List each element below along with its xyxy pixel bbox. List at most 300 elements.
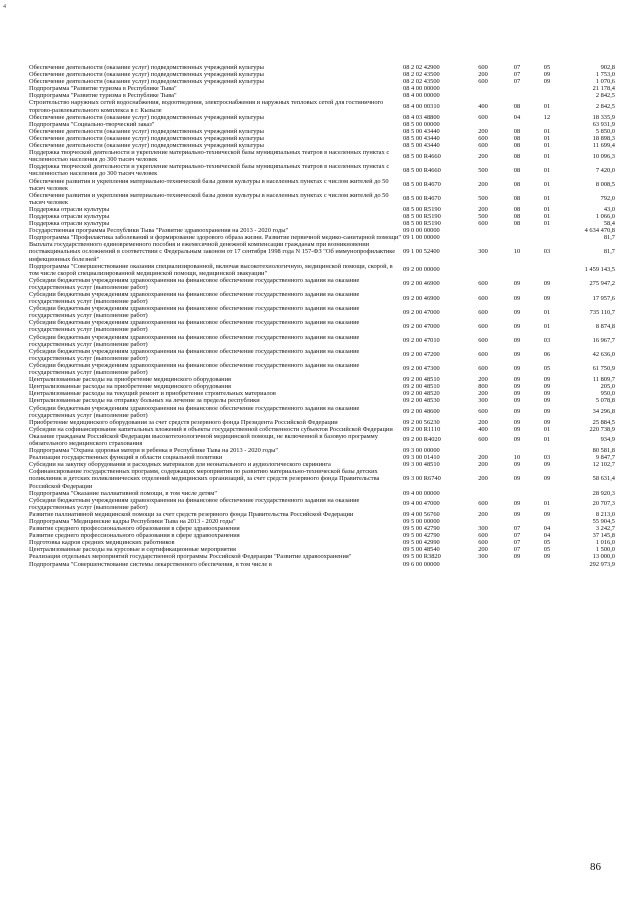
row-amount: 58,4: [603, 220, 615, 228]
row-expense-type: 600: [478, 351, 488, 359]
row-name: Обеспечение развития и укрепления материально-технической базы домов культуры в населенных пунктах с числом жителей до 50 тысяч человек: [29, 191, 389, 206]
row-subsection: 01: [543, 308, 551, 316]
row-amount: 275 947,2: [589, 280, 615, 288]
row-amount: 1 070,6: [595, 78, 615, 86]
row-name: Централизованные расходы на курсовые и сертификационные мероприятия: [29, 546, 236, 554]
row-expense-type: 500: [478, 195, 488, 203]
row-subsection: 01: [543, 212, 551, 220]
row-name: Поддержка творческой деятельности и укрепление материально-технической базы муниципальных театров в населенных пунктах с численностью населения до 300 тысяч человек: [29, 149, 390, 164]
row-code: 09 3 00 00000: [403, 447, 440, 455]
row-name: Субсидии бюджетным учреждениям здравоохранения на финансовое обеспечение государственного задания на оказание государственных услуг (выполнение работ): [29, 404, 360, 419]
table-row: [29, 291, 615, 305]
row-amount: 12 102,7: [592, 461, 615, 469]
table-row: [29, 135, 615, 142]
table-row: [29, 376, 615, 383]
row-amount: 34 296,8: [592, 408, 615, 416]
row-code: 09 2 00 48530: [403, 397, 440, 405]
row-expense-type: 600: [478, 280, 488, 288]
row-name: Обеспечение деятельности (оказание услуг) подведомственных учреждений культуры: [29, 113, 264, 121]
row-expense-type: 300: [478, 553, 488, 561]
row-expense-type: 200: [478, 390, 488, 398]
row-name: Централизованные расходы на приобретение медицинского оборудования: [29, 383, 231, 391]
row-amount: 16 967,7: [592, 337, 615, 345]
row-expense-type: 200: [478, 205, 488, 213]
row-section: [501, 121, 533, 128]
row-code: 09 6 00 00000: [403, 560, 440, 568]
row-name: Субсидии бюджетным учреждениям здравоохранения на финансовое обеспечение государственного задания на оказание государственных услуг (выполнение работ): [29, 333, 360, 348]
row-subsection: 04: [543, 525, 551, 533]
row-expense-type: 200: [478, 454, 488, 462]
row-subsection: 05: [543, 64, 551, 71]
row-section: 04: [513, 113, 521, 121]
row-amount: 80 581,8: [592, 447, 615, 455]
page-number: 86: [590, 861, 601, 873]
row-section: 08: [513, 134, 521, 142]
row-amount: 63 931,9: [592, 120, 615, 128]
row-expense-type: 200: [478, 461, 488, 469]
row-subsection: 09: [543, 397, 551, 405]
row-subsection: 04: [543, 532, 551, 540]
row-code: 08 5 00 R4670: [403, 195, 441, 203]
row-code: 09 2 00 47010: [403, 337, 440, 345]
row-section: 07: [513, 78, 521, 86]
row-amount: 20 707,3: [592, 500, 615, 508]
row-amount: 81,7: [603, 234, 615, 242]
row-section: [501, 263, 533, 277]
row-section: 08: [513, 195, 521, 203]
row-code: 09 0 00 00000: [403, 227, 440, 235]
row-section: 09: [513, 510, 521, 518]
row-section: 09: [513, 337, 521, 345]
row-expense-type: 600: [478, 539, 488, 547]
row-amount: 25 884,5: [592, 418, 615, 426]
table-row: [29, 319, 615, 333]
row-expense-type: [465, 447, 501, 454]
row-expense-type: 200: [478, 546, 488, 554]
row-expense-type: 200: [478, 418, 488, 426]
row-expense-type: [465, 121, 501, 128]
row-name: Обеспечение деятельности (оказание услуг) подведомственных учреждений культуры: [29, 134, 264, 142]
row-expense-type: 200: [478, 71, 488, 79]
table-row: [29, 71, 615, 78]
table-row: [29, 220, 615, 227]
row-amount: 55 904,5: [592, 518, 615, 525]
row-amount: 2 842,5: [595, 92, 615, 100]
row-expense-type: 200: [478, 181, 488, 189]
row-name: Обеспечение деятельности (оказание услуг) подведомственных учреждений культуры: [29, 78, 264, 86]
row-name: Подпрограмма "Охрана здоровья матери и ребенка в Республике Тыва на 2013 - 2020 годы": [29, 447, 279, 455]
row-name: Централизованные расходы на приобретение медицинского оборудования: [29, 376, 231, 384]
row-subsection: 01: [543, 425, 551, 433]
row-code: 08 5 00 R4660: [403, 152, 441, 160]
row-subsection: 05: [543, 365, 551, 373]
row-subsection: 09: [543, 408, 551, 416]
row-section: [501, 490, 533, 497]
row-expense-type: 600: [478, 113, 488, 121]
row-subsection: [533, 447, 561, 454]
table-row: [29, 405, 615, 419]
table-row: [29, 241, 615, 262]
row-expense-type: 400: [478, 103, 488, 111]
table-row: [29, 525, 615, 532]
row-expense-type: [465, 85, 501, 92]
row-name: Подпрограмма "Совершенствование оказания специализированной, включая высокотехнологичную, медицинской помощи, скорой, в том числе скорой специализированной медицинской помощи, медицинской эвакуации": [29, 262, 393, 277]
row-name: Подпрограмма "Социально-творческий заказ": [29, 120, 155, 128]
row-code: 08 4 03 48800: [403, 113, 440, 121]
row-amount: 43,0: [603, 205, 615, 213]
row-amount: 1 016,0: [595, 539, 615, 547]
row-code: 09 3 00 R6740: [403, 475, 441, 483]
row-code: 09 5 00 48540: [403, 546, 440, 554]
row-code: 09 2 00 56230: [403, 418, 440, 426]
row-name: Поддержка отрасли культуры: [29, 212, 110, 220]
row-name: Поддержка творческой деятельности и укрепление материально-технической базы муниципальных театров в населенных пунктах с численностью населения до 300 тысяч человек: [29, 163, 390, 178]
row-amount: 5 078,8: [595, 397, 615, 405]
row-subsection: [533, 92, 561, 99]
row-name: Поддержка отрасли культуры: [29, 205, 110, 213]
table-row: [29, 78, 615, 85]
row-code: 08 5 00 R5190: [403, 212, 441, 220]
row-expense-type: [465, 234, 501, 241]
row-subsection: [533, 263, 561, 277]
row-name: Подпрограмма "Совершенствование системы лекарственного обеспечения, в том числе в: [29, 560, 272, 568]
row-code: 09 2 00 R1110: [403, 425, 441, 433]
row-code: 09 2 00 47000: [403, 308, 440, 316]
row-code: 08 5 00 R5190: [403, 220, 441, 228]
row-code: 09 2 00 48510: [403, 383, 440, 391]
row-code: 09 1 00 52400: [403, 248, 440, 256]
table-row: [29, 518, 615, 525]
row-code: 09 2 00 46900: [403, 294, 440, 302]
row-section: 09: [513, 418, 521, 426]
row-expense-type: 600: [478, 64, 488, 71]
row-amount: 4 634 470,8: [584, 227, 615, 235]
row-code: 08 4 00 00000: [403, 92, 440, 100]
row-section: 09: [513, 383, 521, 391]
row-code: 09 4 00 47000: [403, 500, 440, 508]
row-name: Развитие среднего профессионального образования в сфере здравоохранения: [29, 532, 240, 540]
row-subsection: 03: [543, 454, 551, 462]
row-subsection: 01: [543, 142, 551, 150]
row-subsection: [533, 85, 561, 92]
row-subsection: 01: [543, 181, 551, 189]
row-subsection: 09: [543, 390, 551, 398]
row-code: 08 5 00 R4670: [403, 181, 441, 189]
row-subsection: 09: [543, 71, 551, 79]
row-amount: 792,0: [600, 195, 615, 203]
row-name: Оказание гражданам Российской Федерации высокотехнологичной медицинской помощи, не включенной в базовую программу обязательного медицинского страхования: [29, 432, 378, 447]
row-expense-type: 500: [478, 212, 488, 220]
row-name: Субсидии на закупку оборудования и расходных материалов для неонатального и аудиологического скрининга: [29, 461, 331, 469]
row-amount: 8 874,8: [595, 322, 615, 330]
table-row: [29, 419, 615, 426]
row-name: Обеспечение деятельности (оказание услуг) подведомственных учреждений культуры: [29, 71, 264, 79]
table-row: [29, 85, 615, 92]
row-section: [501, 447, 533, 454]
row-section: 08: [513, 220, 521, 228]
row-name: Обеспечение развития и укрепления материально-технической базы домов культуры в населенных пунктах с числом жителей до 50 тысяч человек: [29, 177, 389, 192]
table-row: [29, 539, 615, 546]
row-name: Субсидии бюджетным учреждениям здравоохранения на финансовое обеспечение государственного задания на оказание государственных услуг (выполнение работ): [29, 496, 360, 511]
row-name: Подпрограмма "Развитие туризма в Республике Тыва": [29, 85, 177, 93]
table-row: [29, 390, 615, 397]
row-subsection: 01: [543, 166, 551, 174]
row-code: 09 3 00 01410: [403, 454, 440, 462]
row-subsection: 01: [543, 127, 551, 135]
row-section: 07: [513, 64, 521, 71]
row-name: Централизованные расходы на текущий ремонт и приобретение строительных материалов: [29, 390, 276, 398]
row-amount: 735 110,7: [589, 308, 615, 316]
row-amount: 61 750,9: [592, 365, 615, 373]
row-subsection: 01: [543, 500, 551, 508]
row-expense-type: [465, 92, 501, 99]
row-section: 08: [513, 212, 521, 220]
table-row: [29, 213, 615, 220]
row-section: 07: [513, 532, 521, 540]
row-section: 09: [513, 425, 521, 433]
row-name: Субсидии бюджетным учреждениям здравоохранения на финансовое обеспечение государственного задания на оказание государственных услуг (выполнение работ): [29, 305, 360, 320]
row-subsection: [533, 490, 561, 497]
row-expense-type: 500: [478, 166, 488, 174]
row-subsection: 09: [543, 383, 551, 391]
row-amount: 9 847,7: [595, 454, 615, 462]
row-section: 08: [513, 181, 521, 189]
row-subsection: [533, 561, 561, 568]
row-name: Подпрограмма "Профилактика заболеваний и формирование здорового образа жизни. Развитие первичной медико-санитарной помощи": [29, 234, 402, 242]
row-section: [501, 234, 533, 241]
row-expense-type: 200: [478, 376, 488, 384]
row-code: 08 2 02 43500: [403, 71, 440, 79]
table-row: [29, 234, 615, 241]
table-row: [29, 227, 615, 234]
row-section: 09: [513, 294, 521, 302]
table-row: [29, 546, 615, 553]
row-amount: 11 699,4: [592, 142, 615, 150]
budget-table: [29, 64, 615, 568]
row-amount: 1 753,0: [595, 71, 615, 79]
row-amount: 18 898,3: [592, 134, 615, 142]
row-amount: 10 096,3: [592, 152, 615, 160]
table-row: [29, 511, 615, 518]
row-amount: 17 957,6: [592, 294, 615, 302]
row-section: 09: [513, 408, 521, 416]
table-row: [29, 561, 615, 568]
row-section: 09: [513, 461, 521, 469]
table-row: [29, 433, 615, 447]
table-row: [29, 334, 615, 348]
row-expense-type: 600: [478, 436, 488, 444]
row-amount: 7 420,0: [595, 166, 615, 174]
row-code: 09 3 00 48510: [403, 461, 440, 469]
row-subsection: 09: [543, 461, 551, 469]
row-amount: 3 242,7: [595, 525, 615, 533]
row-amount: 2 842,5: [595, 103, 615, 111]
row-section: 09: [513, 475, 521, 483]
row-section: 07: [513, 546, 521, 554]
row-subsection: [533, 227, 561, 234]
row-code: 08 4 00 00310: [403, 103, 440, 111]
table-row: [29, 178, 615, 192]
row-name: Субсидии бюджетным учреждениям здравоохранения на финансовое обеспечение государственного задания на оказание государственных услуг (выполнение работ): [29, 319, 360, 334]
row-section: [501, 85, 533, 92]
table-row: [29, 121, 615, 128]
row-code: 09 2 00 47000: [403, 322, 440, 330]
row-section: 08: [513, 205, 521, 213]
row-section: 09: [513, 351, 521, 359]
row-code: 09 4 00 00000: [403, 489, 440, 497]
row-section: 09: [513, 436, 521, 444]
row-amount: 1 500,0: [595, 546, 615, 554]
row-section: 08: [513, 127, 521, 135]
row-expense-type: 600: [478, 408, 488, 416]
table-row: [29, 553, 615, 560]
table-row: [29, 348, 615, 362]
row-amount: 28 920,3: [592, 489, 615, 497]
table-row: [29, 128, 615, 135]
row-name: Приобретение медицинского оборудования за счет средств резервного фонда Президента Российской Федерации: [29, 418, 338, 426]
table-row: [29, 149, 615, 163]
row-subsection: 01: [543, 205, 551, 213]
row-amount: 21 178,4: [592, 85, 615, 93]
row-code: 09 2 00 48520: [403, 390, 440, 398]
row-name: Развитие паллиативной медицинской помощи за счет средств резервного фонда Правительства Российской Федерации: [29, 510, 354, 518]
row-amount: 8 213,0: [595, 510, 615, 518]
row-name: Субсидии бюджетным учреждениям здравоохранения на финансовое обеспечение государственного задания на оказание государственных услуг (выполнение работ): [29, 361, 360, 377]
row-subsection: 01: [543, 152, 551, 160]
row-section: 10: [513, 248, 521, 256]
row-expense-type: 600: [478, 308, 488, 316]
row-section: 09: [513, 397, 521, 405]
table-row: [29, 532, 615, 539]
row-expense-type: [465, 490, 501, 497]
table-row: [29, 114, 615, 121]
table-row: [29, 426, 615, 433]
row-code: 09 2 00 47300: [403, 365, 440, 373]
row-code: 08 2 02 43500: [403, 78, 440, 86]
table-row: [29, 454, 615, 461]
row-subsection: 06: [543, 351, 551, 359]
row-section: 09: [513, 280, 521, 288]
row-amount: 205,0: [600, 383, 615, 391]
row-name: Обеспечение деятельности (оказание услуг) подведомственных учреждений культуры: [29, 127, 264, 135]
row-subsection: 12: [543, 113, 551, 121]
row-amount: 37 145,8: [592, 532, 615, 540]
row-name: Подпрограмма "Развитие туризма в Республике Тыва": [29, 92, 177, 100]
row-subsection: 09: [543, 553, 551, 561]
table-row: [29, 163, 615, 177]
row-expense-type: 300: [478, 248, 488, 256]
row-name: Строительство наружных сетей водоснабжения, водоотведения, электроснабжения и наружных тепловых сетей для гостиничного торгово-развлекательного комплекса в г. Кызыле: [29, 99, 384, 114]
row-code: 09 2 00 48510: [403, 376, 440, 384]
row-section: 09: [513, 390, 521, 398]
row-code: 08 5 00 43440: [403, 142, 440, 150]
row-expense-type: 300: [478, 525, 488, 533]
row-subsection: 09: [543, 294, 551, 302]
row-section: 07: [513, 539, 521, 547]
row-expense-type: [465, 518, 501, 525]
row-code: 09 2 00 48600: [403, 408, 440, 416]
row-name: Развитие среднего профессионального образования в сфере здравоохранения: [29, 525, 240, 533]
row-expense-type: 600: [478, 500, 488, 508]
row-amount: 292 973,9: [589, 560, 615, 568]
row-name: Субсидии бюджетным учреждениям здравоохранения на финансовое обеспечение государственного задания на оказание государственных услуг (выполнение работ): [29, 276, 360, 291]
row-name: Реализация отдельных мероприятий государственной программы Российской Федерации "Развитие здравоохранения": [29, 553, 352, 561]
row-amount: 950,0: [600, 390, 615, 398]
row-expense-type: 600: [478, 532, 488, 540]
row-subsection: 01: [543, 103, 551, 111]
row-amount: 11 809,7: [592, 376, 615, 384]
row-subsection: 09: [543, 376, 551, 384]
row-subsection: 05: [543, 539, 551, 547]
row-subsection: 01: [543, 220, 551, 228]
row-expense-type: 300: [478, 397, 488, 405]
row-code: 08 5 00 43440: [403, 127, 440, 135]
table-row: [29, 461, 615, 468]
row-section: 09: [513, 365, 521, 373]
table-row: [29, 490, 615, 497]
row-name: Софинансирование государственных программ, содержащих мероприятия по развитию материально-технической базы детских поликлиник и детских поликлинических отделений медицинских организаций, за счет средств резервного фонда Правительства Российской Федерации: [29, 468, 380, 490]
row-expense-type: 200: [478, 152, 488, 160]
row-section: 07: [513, 525, 521, 533]
row-subsection: 01: [543, 322, 551, 330]
row-name: Централизованные расходы на отправку больных на лечение за пределы республики: [29, 397, 260, 405]
row-code: 09 2 00 R4020: [403, 436, 441, 444]
table-row: [29, 263, 615, 277]
row-section: [501, 561, 533, 568]
row-name: Субсидии бюджетным учреждениям здравоохранения на финансовое обеспечение государственного задания на оказание государственных услуг (выполнение работ): [29, 347, 360, 362]
row-expense-type: [465, 561, 501, 568]
row-section: 09: [513, 308, 521, 316]
row-code: 08 5 00 R4660: [403, 166, 441, 174]
row-amount: 58 631,4: [592, 475, 615, 483]
row-expense-type: 600: [478, 365, 488, 373]
row-expense-type: 800: [478, 383, 488, 391]
row-subsection: [533, 234, 561, 241]
table-row: [29, 305, 615, 319]
row-name: Обеспечение деятельности (оказание услуг) подведомственных учреждений культуры: [29, 142, 264, 150]
row-section: 08: [513, 152, 521, 160]
row-section: 10: [513, 454, 521, 462]
table-row: [29, 447, 615, 454]
budget-table-body: [29, 64, 615, 568]
table-row: [29, 362, 615, 376]
row-code: 08 4 00 00000: [403, 85, 440, 93]
row-amount: 8 008,5: [595, 181, 615, 189]
row-code: 09 4 00 56760: [403, 510, 440, 518]
row-amount: 81,7: [603, 248, 615, 256]
row-section: 08: [513, 166, 521, 174]
row-code: 08 2 02 42900: [403, 64, 440, 71]
row-amount: 1 459 143,5: [584, 266, 615, 274]
row-amount: 902,8: [600, 64, 615, 71]
row-expense-type: 200: [478, 475, 488, 483]
row-amount: 13 000,0: [592, 553, 615, 561]
row-name: Подготовка кадров средних медицинских работников: [29, 539, 175, 547]
row-code: 09 5 00 42990: [403, 539, 440, 547]
row-section: 09: [513, 500, 521, 508]
page-corner-mark: 4: [3, 4, 6, 10]
row-subsection: 03: [543, 248, 551, 256]
row-code: 09 2 00 00000: [403, 266, 440, 274]
row-subsection: 05: [543, 546, 551, 554]
row-section: 09: [513, 376, 521, 384]
row-expense-type: [465, 263, 501, 277]
row-section: 09: [513, 322, 521, 330]
row-subsection: 09: [543, 78, 551, 86]
row-code: 09 5 00 42790: [403, 525, 440, 533]
table-row: [29, 99, 615, 113]
row-name: Реализация государственных функций в области социальной политики: [29, 454, 223, 462]
